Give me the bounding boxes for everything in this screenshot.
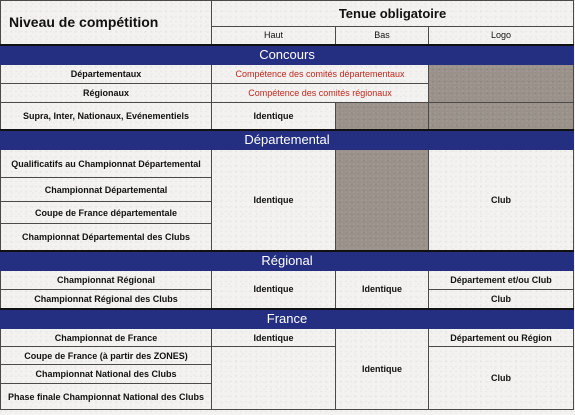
section-departemental: Départemental: [1, 130, 574, 150]
value-club: Club: [429, 290, 574, 309]
row-champ-regional: Championnat Régional: [1, 271, 212, 290]
value-dep-ou-region: Département ou Région: [429, 329, 574, 347]
row-champ-dep: Championnat Départemental: [1, 178, 212, 202]
row-phase-finale: Phase finale Championnat National des Clubs: [1, 384, 212, 410]
value-comp-comites-dep: Compétence des comités départementaux: [212, 65, 429, 84]
value-club: Club: [429, 347, 574, 410]
row-coupe-france-dep: Coupe de France départementale: [1, 202, 212, 224]
value-identique: Identique: [212, 329, 336, 347]
row-regionaux: Régionaux: [1, 84, 212, 103]
row-champ-france: Championnat de France: [1, 329, 212, 347]
col-bas-header: Bas: [336, 27, 429, 45]
level-header: Niveau de compétition: [1, 1, 212, 45]
row-champ-regional-clubs: Championnat Régional des Clubs: [1, 290, 212, 309]
col-haut-header: Haut: [212, 27, 336, 45]
greyed-cell: [429, 103, 574, 130]
value-identique: Identique: [336, 329, 429, 410]
row-departementaux: Départementaux: [1, 65, 212, 84]
greyed-cell: [429, 65, 574, 103]
row-champ-national-clubs: Championnat National des Clubs: [1, 365, 212, 384]
row-champ-dep-clubs: Championnat Départemental des Clubs: [1, 224, 212, 251]
value-comp-comites-reg: Compétence des comités régionaux: [212, 84, 429, 103]
row-supra: Supra, Inter, Nationaux, Evénementiels: [1, 103, 212, 130]
section-france: France: [1, 309, 574, 329]
value-identique: Identique: [336, 271, 429, 309]
row-qualif-champ-dep: Qualificatifs au Championnat Départemental: [1, 150, 212, 178]
value-identique: Identique: [212, 271, 336, 309]
value-dep-ou-club: Département et/ou Club: [429, 271, 574, 290]
greyed-cell: [336, 150, 429, 251]
value-identique: Identique: [212, 150, 336, 251]
empty-cell: [212, 347, 336, 410]
value-club: Club: [429, 150, 574, 251]
col-logo-header: Logo: [429, 27, 574, 45]
section-regional: Régional: [1, 251, 574, 271]
tenue-header: Tenue obligatoire: [212, 1, 574, 27]
value-identique: Identique: [212, 103, 336, 130]
row-coupe-france-zones: Coupe de France (à partir des ZONES): [1, 347, 212, 365]
greyed-cell: [336, 103, 429, 130]
section-concours: Concours: [1, 45, 574, 65]
